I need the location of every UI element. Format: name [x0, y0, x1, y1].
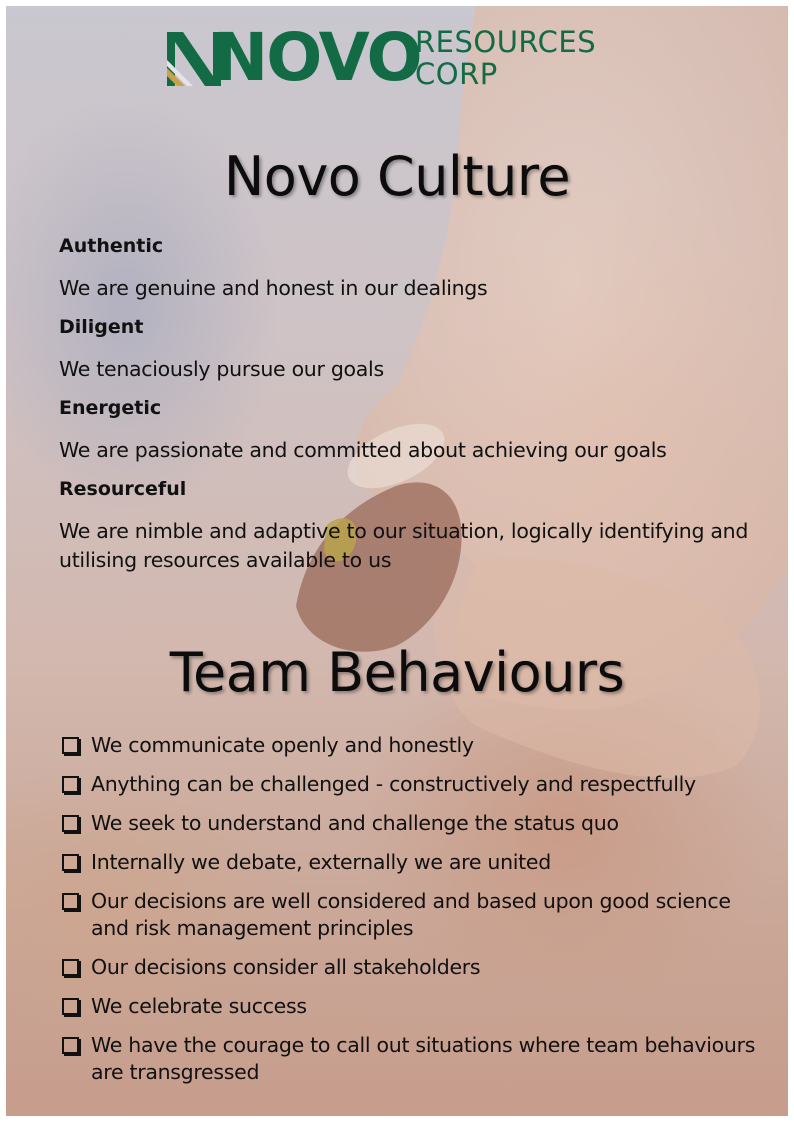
- value-name: Diligent: [59, 316, 144, 338]
- value-name: Resourceful: [59, 478, 187, 500]
- list-item: [61, 771, 761, 798]
- novo-resources-logo: [163, 20, 643, 94]
- checkbox-outline-icon: [62, 998, 79, 1015]
- list-item: [61, 993, 761, 1020]
- culture-title: Novo Culture: [223, 145, 571, 208]
- value-description: We tenaciously pursue our goals: [59, 357, 384, 381]
- list-item: [61, 888, 761, 942]
- poster-page: [6, 6, 788, 1116]
- logo-subtitle-line-2: CORP: [415, 57, 498, 91]
- list-item: [61, 1032, 761, 1086]
- checkbox-outline-icon: [62, 815, 79, 832]
- value-description: We are genuine and honest in our dealings: [59, 276, 488, 300]
- value-description: We are nimble and adaptive to our situation, logically identifying and utilising resources available to us: [59, 519, 749, 572]
- behaviour-text: We have the courage to call out situations where team behaviours are transgressed: [91, 1033, 756, 1084]
- behaviour-text: Anything can be challenged - constructively and respectfully: [91, 772, 696, 796]
- behaviour-text: We seek to understand and challenge the status quo: [91, 811, 619, 835]
- value-name: Energetic: [59, 397, 162, 419]
- value-name: Authentic: [59, 235, 164, 257]
- behaviour-text: We communicate openly and honestly: [91, 733, 474, 757]
- checkbox-outline-icon: [62, 854, 79, 871]
- checkbox-outline-icon: [62, 959, 79, 976]
- team-behaviours-list: [61, 732, 761, 1098]
- checkbox-outline-icon: [62, 737, 79, 754]
- checkbox-outline-icon: [62, 893, 79, 910]
- logo-wordmark: NOVO: [213, 19, 421, 96]
- logo-subtitle: [415, 26, 596, 90]
- logo-subtitle-line-1: RESOURCES: [415, 25, 597, 59]
- list-item: [61, 732, 761, 759]
- culture-values-list: [59, 232, 769, 585]
- list-item: [61, 810, 761, 837]
- checkbox-outline-icon: [62, 1037, 79, 1054]
- behaviour-text: Internally we debate, externally we are united: [91, 850, 551, 874]
- list-item: [61, 954, 761, 981]
- team-behaviours-title: Team Behaviours: [169, 641, 625, 704]
- checkbox-outline-icon: [62, 776, 79, 793]
- list-item: [61, 849, 761, 876]
- value-description: We are passionate and committed about achieving our goals: [59, 438, 667, 462]
- behaviour-text: Our decisions are well considered and based upon good science and risk management principles: [91, 889, 731, 940]
- behaviour-text: Our decisions consider all stakeholders: [91, 955, 481, 979]
- behaviour-text: We celebrate success: [91, 994, 307, 1018]
